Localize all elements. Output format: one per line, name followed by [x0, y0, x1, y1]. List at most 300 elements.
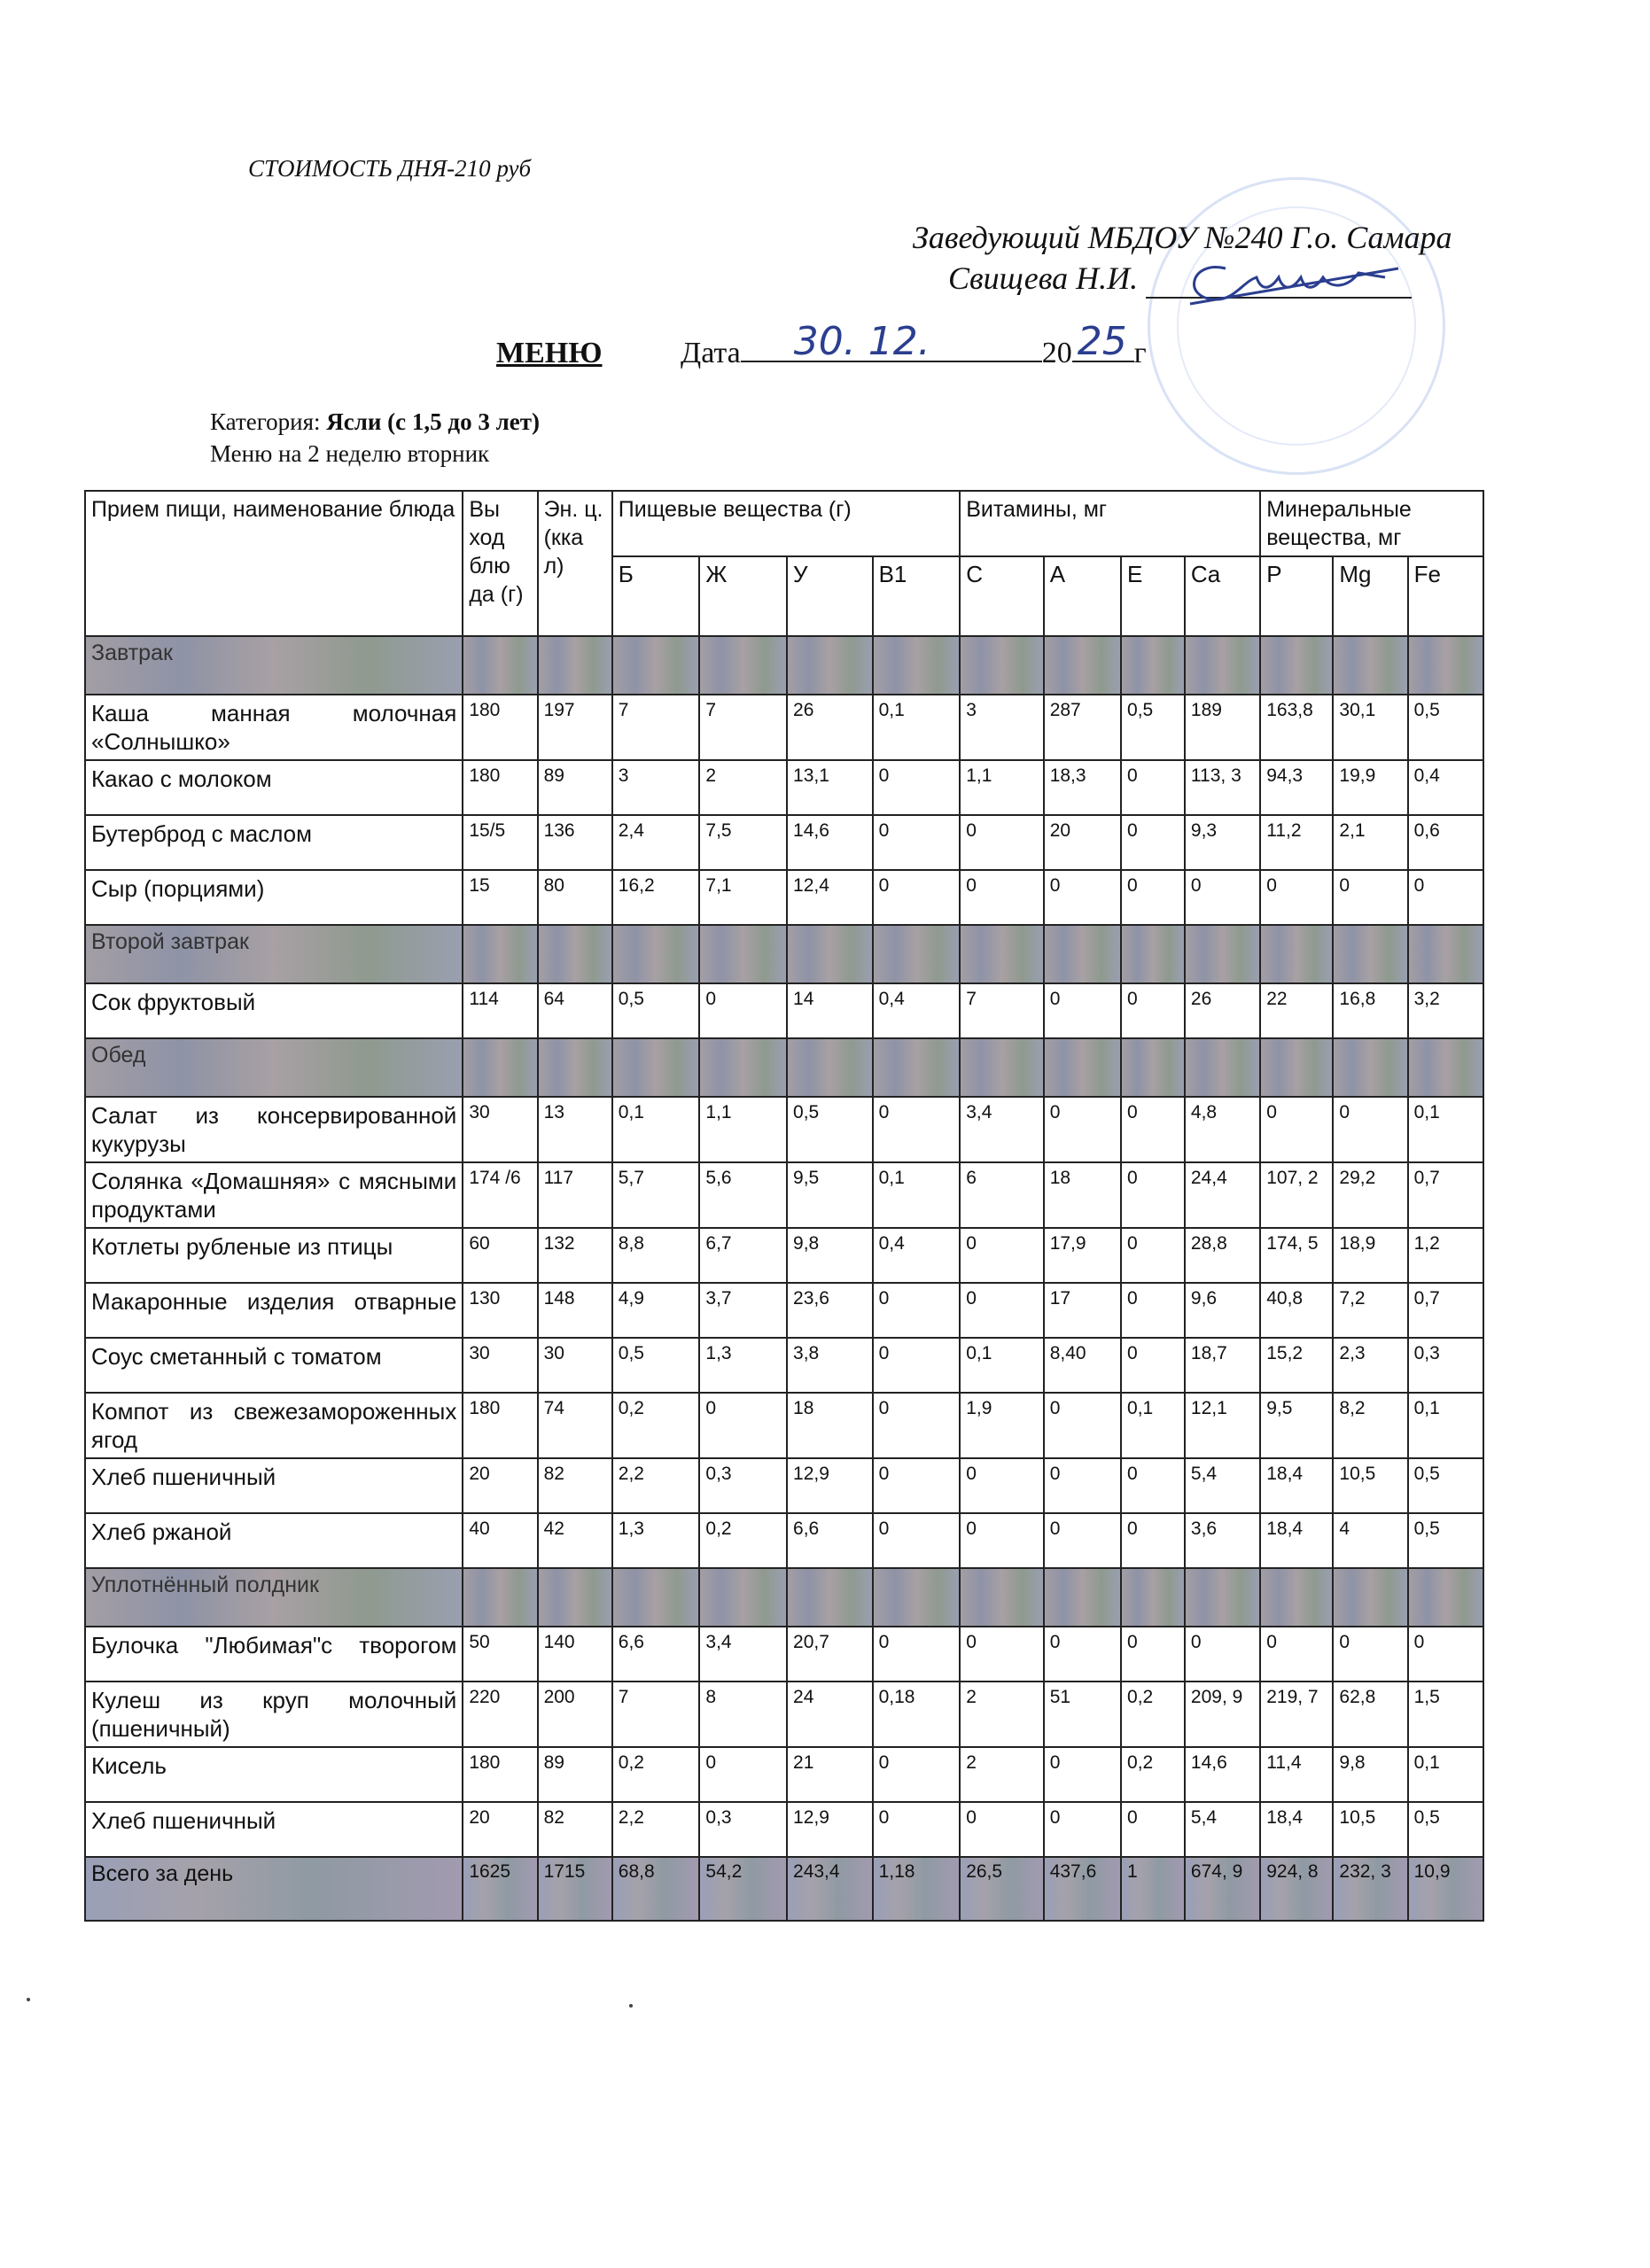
col-header-10: Fe [1408, 556, 1483, 636]
value-cell: 6,6 [612, 1627, 700, 1682]
value-cell: 1,2 [1408, 1228, 1483, 1283]
dish-name: Хлеб пшеничный [85, 1458, 463, 1513]
section-cell [1408, 1568, 1483, 1627]
section-cell [1333, 925, 1407, 983]
value-cell: 0 [873, 1513, 961, 1568]
section-cell [960, 1038, 1044, 1097]
value-cell: 0 [1260, 870, 1333, 925]
table-row [85, 1458, 1483, 1513]
value-cell: 0 [960, 1283, 1044, 1338]
section-cell [1260, 1568, 1333, 1627]
value-cell: 12,9 [787, 1802, 873, 1857]
col-header-4: С [960, 556, 1044, 636]
section-title: Уплотнённый полдник [85, 1568, 463, 1627]
section-cell [1260, 636, 1333, 695]
total-row [85, 1857, 1483, 1921]
value-cell: 2 [960, 1682, 1044, 1747]
value-cell: 17,9 [1044, 1228, 1121, 1283]
value-cell: 2 [699, 760, 787, 815]
table-row [85, 1097, 1483, 1162]
section-row [85, 636, 1483, 695]
value-cell: 1,5 [1408, 1682, 1483, 1747]
table-row [85, 1393, 1483, 1458]
value-cell: 0,4 [1408, 760, 1483, 815]
value-cell: 113, 3 [1185, 760, 1260, 815]
value-cell: 0 [1408, 1627, 1483, 1682]
value-cell: 0 [1333, 870, 1407, 925]
table-row [85, 1627, 1483, 1682]
scan-dot [629, 2004, 633, 2008]
section-cell [1333, 636, 1407, 695]
value-cell: 11,4 [1260, 1747, 1333, 1802]
value-cell: 29,2 [1333, 1162, 1407, 1228]
section-row [85, 1038, 1483, 1097]
value-cell: 18,9 [1333, 1228, 1407, 1283]
value-cell: 17 [1044, 1283, 1121, 1338]
value-cell: 3,4 [699, 1627, 787, 1682]
value-cell: 0,1 [960, 1338, 1044, 1393]
value-cell: 0 [873, 870, 961, 925]
dish-name: Бутерброд с маслом [85, 815, 463, 870]
minerals-header: Минеральные вещества, мг [1260, 491, 1483, 556]
menu-subtitle: Меню на 2 неделю вторник [210, 440, 490, 467]
value-cell: 2,3 [1333, 1338, 1407, 1393]
section-cell [1121, 925, 1185, 983]
section-cell [1044, 636, 1121, 695]
value-cell: 15,2 [1260, 1338, 1333, 1393]
value-cell: 200 [538, 1682, 612, 1747]
section-cell [463, 1038, 537, 1097]
value-cell: 0,18 [873, 1682, 961, 1747]
value-cell: 287 [1044, 695, 1121, 760]
value-cell: 51 [1044, 1682, 1121, 1747]
value-cell: 14,6 [1185, 1747, 1260, 1802]
section-cell [699, 925, 787, 983]
value-cell: 7,1 [699, 870, 787, 925]
value-cell: 0 [960, 1228, 1044, 1283]
value-cell: 9,3 [1185, 815, 1260, 870]
value-cell: 0,3 [1408, 1338, 1483, 1393]
section-cell [873, 1568, 961, 1627]
value-cell: 1,1 [960, 760, 1044, 815]
dish-name: Кисель [85, 1747, 463, 1802]
value-cell: 0 [699, 983, 787, 1038]
value-cell: 0,4 [873, 1228, 961, 1283]
section-cell [538, 925, 612, 983]
total-value-cell: 674, 9 [1185, 1857, 1260, 1921]
value-cell: 60 [463, 1228, 537, 1283]
value-cell: 0 [873, 1747, 961, 1802]
section-cell [960, 925, 1044, 983]
value-cell: 14 [787, 983, 873, 1038]
value-cell: 3,8 [787, 1338, 873, 1393]
value-cell: 30 [463, 1338, 537, 1393]
value-cell: 0 [873, 1338, 961, 1393]
value-cell: 132 [538, 1228, 612, 1283]
value-cell: 0 [1121, 1802, 1185, 1857]
value-cell: 10,5 [1333, 1802, 1407, 1857]
signature-line [1146, 270, 1412, 299]
section-cell [699, 636, 787, 695]
section-title: Завтрак [85, 636, 463, 695]
value-cell: 0 [1121, 870, 1185, 925]
value-cell: 18 [1044, 1162, 1121, 1228]
value-cell: 209, 9 [1185, 1682, 1260, 1747]
value-cell: 0 [1121, 1283, 1185, 1338]
dish-name: Сок фруктовый [85, 983, 463, 1038]
value-cell: 8,40 [1044, 1338, 1121, 1393]
section-cell [699, 1568, 787, 1627]
col-yield-header: Вы ход блю да (г) [463, 491, 537, 636]
value-cell: 20 [1044, 815, 1121, 870]
value-cell: 9,5 [1260, 1393, 1333, 1458]
category-block [210, 406, 540, 470]
value-cell: 140 [538, 1627, 612, 1682]
value-cell: 0 [1044, 1458, 1121, 1513]
year-prefix: 20 [1041, 337, 1072, 369]
section-cell [873, 1038, 961, 1097]
table-row [85, 983, 1483, 1038]
value-cell: 148 [538, 1283, 612, 1338]
table-row [85, 1513, 1483, 1568]
value-cell: 0 [873, 815, 961, 870]
value-cell: 180 [463, 1393, 537, 1458]
section-cell [1121, 1568, 1185, 1627]
dish-name: Макаронные изделия отварные [85, 1283, 463, 1338]
total-value-cell: 10,9 [1408, 1857, 1483, 1921]
value-cell: 30 [463, 1097, 537, 1162]
approver-name: Свищева Н.И. [948, 260, 1139, 296]
dish-name: Котлеты рубленые из птицы [85, 1228, 463, 1283]
value-cell: 0 [873, 1097, 961, 1162]
value-cell: 12,9 [787, 1458, 873, 1513]
value-cell: 0 [1044, 983, 1121, 1038]
value-cell: 89 [538, 760, 612, 815]
value-cell: 0 [1121, 1458, 1185, 1513]
value-cell: 89 [538, 1747, 612, 1802]
section-cell [960, 636, 1044, 695]
value-cell: 50 [463, 1627, 537, 1682]
value-cell: 0,5 [612, 1338, 700, 1393]
value-cell: 3 [612, 760, 700, 815]
year-value: 25 [1077, 319, 1127, 364]
section-cell [1408, 636, 1483, 695]
value-cell: 4,8 [1185, 1097, 1260, 1162]
value-cell: 12,1 [1185, 1393, 1260, 1458]
value-cell: 5,4 [1185, 1458, 1260, 1513]
section-title: Второй завтрак [85, 925, 463, 983]
value-cell: 26 [787, 695, 873, 760]
value-cell: 180 [463, 760, 537, 815]
value-cell: 197 [538, 695, 612, 760]
value-cell: 30,1 [1333, 695, 1407, 760]
value-cell: 62,8 [1333, 1682, 1407, 1747]
value-cell: 40,8 [1260, 1283, 1333, 1338]
value-cell: 0 [1121, 1513, 1185, 1568]
section-cell [1121, 636, 1185, 695]
value-cell: 4 [1333, 1513, 1407, 1568]
value-cell: 9,5 [787, 1162, 873, 1228]
dish-name: Солянка «Домашняя» с мясными продуктами [85, 1162, 463, 1228]
value-cell: 136 [538, 815, 612, 870]
value-cell: 0,7 [1408, 1162, 1483, 1228]
value-cell: 0 [960, 870, 1044, 925]
value-cell: 0 [1121, 1627, 1185, 1682]
value-cell: 0 [1044, 1802, 1121, 1857]
table-row [85, 815, 1483, 870]
value-cell: 18,4 [1260, 1458, 1333, 1513]
dish-name: Хлеб ржаной [85, 1513, 463, 1568]
col-header-8: P [1260, 556, 1333, 636]
value-cell: 0 [873, 1627, 961, 1682]
value-cell: 130 [463, 1283, 537, 1338]
value-cell: 2,2 [612, 1802, 700, 1857]
value-cell: 0 [960, 1458, 1044, 1513]
dish-name: Сыр (порциями) [85, 870, 463, 925]
section-cell [787, 1038, 873, 1097]
total-value-cell: 924, 8 [1260, 1857, 1333, 1921]
value-cell: 0 [1121, 760, 1185, 815]
value-cell: 174, 5 [1260, 1228, 1333, 1283]
value-cell: 0 [1260, 1097, 1333, 1162]
value-cell: 0 [1185, 870, 1260, 925]
value-cell: 0,2 [699, 1513, 787, 1568]
value-cell: 0,5 [1408, 1802, 1483, 1857]
value-cell: 0 [1121, 1338, 1185, 1393]
value-cell: 0 [1044, 1393, 1121, 1458]
section-cell [960, 1568, 1044, 1627]
value-cell: 18,4 [1260, 1513, 1333, 1568]
value-cell: 2,2 [612, 1458, 700, 1513]
value-cell: 5,4 [1185, 1802, 1260, 1857]
value-cell: 0 [873, 760, 961, 815]
value-cell: 0,1 [873, 695, 961, 760]
value-cell: 80 [538, 870, 612, 925]
value-cell: 16,8 [1333, 983, 1407, 1038]
value-cell: 0 [1044, 1627, 1121, 1682]
value-cell: 0 [1333, 1627, 1407, 1682]
nutrients-header: Пищевые вещества (г) [612, 491, 960, 556]
value-cell: 7 [960, 983, 1044, 1038]
value-cell: 0 [1333, 1097, 1407, 1162]
value-cell: 12,4 [787, 870, 873, 925]
value-cell: 0,1 [873, 1162, 961, 1228]
value-cell: 163,8 [1260, 695, 1333, 760]
value-cell: 219, 7 [1260, 1682, 1333, 1747]
section-cell [1185, 1568, 1260, 1627]
value-cell: 3,7 [699, 1283, 787, 1338]
value-cell: 0,5 [1121, 695, 1185, 760]
table-row [85, 760, 1483, 815]
value-cell: 0 [1121, 1228, 1185, 1283]
value-cell: 0,2 [612, 1747, 700, 1802]
value-cell: 21 [787, 1747, 873, 1802]
total-value-cell: 26,5 [960, 1857, 1044, 1921]
value-cell: 15 [463, 870, 537, 925]
total-value-cell: 1,18 [873, 1857, 961, 1921]
signature-icon [1172, 251, 1403, 313]
col-header-5: А [1044, 556, 1121, 636]
category-label: Категория: [210, 408, 327, 435]
value-cell: 2,1 [1333, 815, 1407, 870]
value-cell: 0,5 [1408, 695, 1483, 760]
approval-block [913, 217, 1452, 299]
value-cell: 20,7 [787, 1627, 873, 1682]
value-cell: 0,2 [612, 1393, 700, 1458]
value-cell: 20 [463, 1458, 537, 1513]
value-cell: 18,7 [1185, 1338, 1260, 1393]
value-cell: 20 [463, 1802, 537, 1857]
dish-name: Булочка "Любимая"с творогом [85, 1627, 463, 1682]
value-cell: 6,6 [787, 1513, 873, 1568]
total-value-cell: 1715 [538, 1857, 612, 1921]
col-name-header: Прием пищи, наименование блюда [85, 491, 463, 636]
value-cell: 0,4 [873, 983, 961, 1038]
value-cell: 3,6 [1185, 1513, 1260, 1568]
value-cell: 28,8 [1185, 1228, 1260, 1283]
value-cell: 8,2 [1333, 1393, 1407, 1458]
section-cell [1121, 1038, 1185, 1097]
col-header-3: В1 [873, 556, 961, 636]
value-cell: 117 [538, 1162, 612, 1228]
value-cell: 0 [1260, 1627, 1333, 1682]
value-cell: 0,5 [787, 1097, 873, 1162]
value-cell: 6 [960, 1162, 1044, 1228]
value-cell: 23,6 [787, 1283, 873, 1338]
value-cell: 3,2 [1408, 983, 1483, 1038]
section-cell [612, 1038, 700, 1097]
value-cell: 0,1 [612, 1097, 700, 1162]
value-cell: 1,3 [699, 1338, 787, 1393]
value-cell: 6,7 [699, 1228, 787, 1283]
value-cell: 13 [538, 1097, 612, 1162]
section-cell [463, 1568, 537, 1627]
section-title: Обед [85, 1038, 463, 1097]
value-cell: 0,1 [1408, 1747, 1483, 1802]
value-cell: 7 [612, 695, 700, 760]
menu-table [84, 490, 1484, 1922]
value-cell: 0 [960, 815, 1044, 870]
value-cell: 3 [960, 695, 1044, 760]
day-cost: СТОИМОСТЬ ДНЯ-210 руб [248, 155, 532, 182]
value-cell: 0,3 [699, 1802, 787, 1857]
value-cell: 40 [463, 1513, 537, 1568]
value-cell: 0 [1044, 870, 1121, 925]
value-cell: 180 [463, 695, 537, 760]
value-cell: 107, 2 [1260, 1162, 1333, 1228]
section-cell [612, 925, 700, 983]
total-value-cell: 54,2 [699, 1857, 787, 1921]
value-cell: 82 [538, 1458, 612, 1513]
dish-name: Салат из консервированной кукурузы [85, 1097, 463, 1162]
table-row [85, 1162, 1483, 1228]
value-cell: 0,5 [612, 983, 700, 1038]
value-cell: 0,5 [1408, 1458, 1483, 1513]
category-value: Ясли (с 1,5 до 3 лет) [326, 408, 540, 435]
value-cell: 9,8 [787, 1228, 873, 1283]
value-cell: 0 [1044, 1097, 1121, 1162]
section-cell [787, 636, 873, 695]
value-cell: 0 [1185, 1627, 1260, 1682]
value-cell: 64 [538, 983, 612, 1038]
value-cell: 1,9 [960, 1393, 1044, 1458]
total-value-cell: 68,8 [612, 1857, 700, 1921]
value-cell: 0 [873, 1458, 961, 1513]
value-cell: 18 [787, 1393, 873, 1458]
section-cell [1408, 925, 1483, 983]
section-cell [538, 1568, 612, 1627]
value-cell: 0 [873, 1393, 961, 1458]
value-cell: 1,3 [612, 1513, 700, 1568]
value-cell: 2 [960, 1747, 1044, 1802]
table-row [85, 1802, 1483, 1857]
menu-heading: МЕНЮ [496, 337, 603, 369]
value-cell: 8,8 [612, 1228, 700, 1283]
vitamins-header: Витамины, мг [960, 491, 1260, 556]
value-cell: 220 [463, 1682, 537, 1747]
value-cell: 0 [1121, 815, 1185, 870]
value-cell: 30 [538, 1338, 612, 1393]
section-cell [699, 1038, 787, 1097]
scan-dot [27, 1998, 30, 2001]
value-cell: 16,2 [612, 870, 700, 925]
value-cell: 94,3 [1260, 760, 1333, 815]
date-label: Дата [681, 337, 741, 369]
value-cell: 7,2 [1333, 1283, 1407, 1338]
section-cell [1185, 1038, 1260, 1097]
value-cell: 114 [463, 983, 537, 1038]
menu-title-line [496, 319, 1147, 370]
value-cell: 0,5 [1408, 1513, 1483, 1568]
value-cell: 0 [1408, 870, 1483, 925]
total-value-cell: 232, 3 [1333, 1857, 1407, 1921]
value-cell: 0,3 [699, 1458, 787, 1513]
value-cell: 18,3 [1044, 760, 1121, 815]
col-header-7: Ca [1185, 556, 1260, 636]
value-cell: 0,2 [1121, 1682, 1185, 1747]
dish-name: Хлеб пшеничный [85, 1802, 463, 1857]
section-row [85, 1568, 1483, 1627]
table-row [85, 1338, 1483, 1393]
table-row [85, 870, 1483, 925]
value-cell: 74 [538, 1393, 612, 1458]
section-cell [538, 636, 612, 695]
total-value-cell: 1 [1121, 1857, 1185, 1921]
section-cell [463, 636, 537, 695]
table-row [85, 1682, 1483, 1747]
col-energy-header: Эн. ц. (кка л) [538, 491, 612, 636]
value-cell: 24 [787, 1682, 873, 1747]
value-cell: 15/5 [463, 815, 537, 870]
value-cell: 18,4 [1260, 1802, 1333, 1857]
value-cell: 0,7 [1408, 1283, 1483, 1338]
section-cell [1333, 1568, 1407, 1627]
section-cell [1044, 925, 1121, 983]
section-row [85, 925, 1483, 983]
col-header-6: Е [1121, 556, 1185, 636]
value-cell: 7 [612, 1682, 700, 1747]
section-cell [873, 636, 961, 695]
total-value-cell: 243,4 [787, 1857, 873, 1921]
value-cell: 0 [873, 1802, 961, 1857]
value-cell: 180 [463, 1747, 537, 1802]
value-cell: 0 [1121, 983, 1185, 1038]
value-cell: 1,1 [699, 1097, 787, 1162]
value-cell: 19,9 [1333, 760, 1407, 815]
value-cell: 0 [1121, 1097, 1185, 1162]
value-cell: 7 [699, 695, 787, 760]
section-cell [612, 636, 700, 695]
